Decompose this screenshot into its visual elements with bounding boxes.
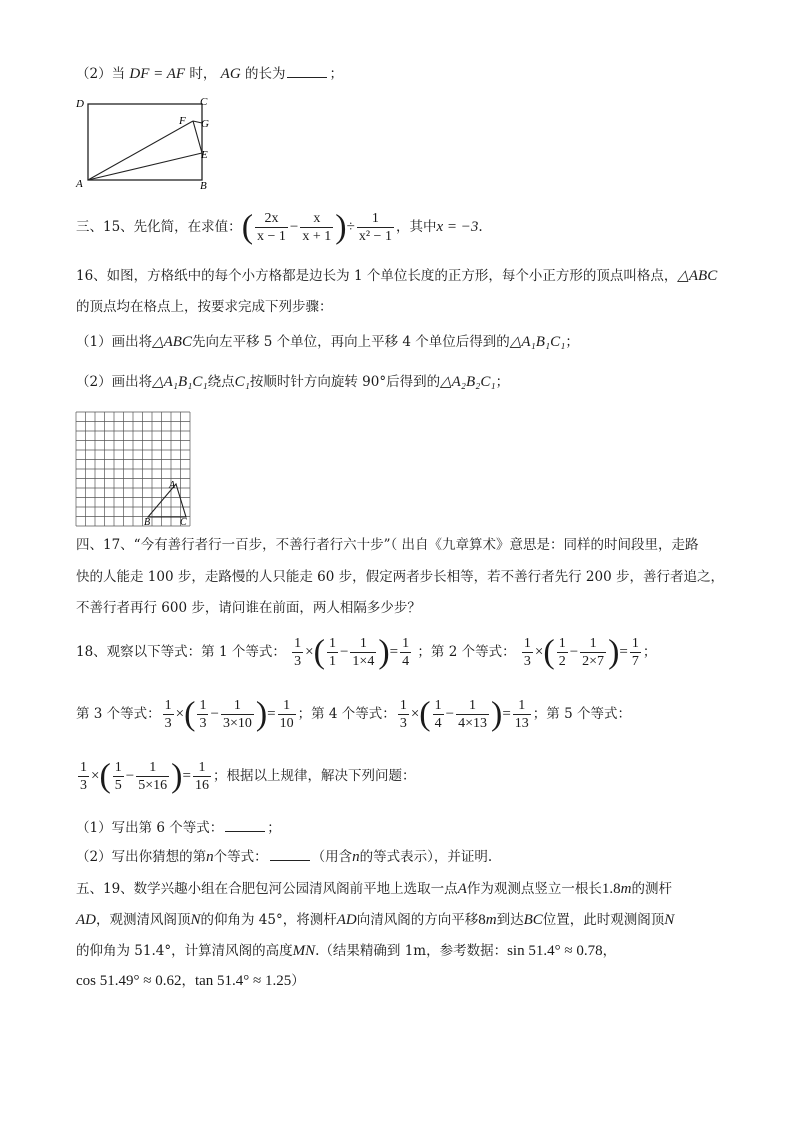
point-label: C₁ [234,374,250,390]
unit: m [485,912,497,928]
denominator: 13 [514,716,529,731]
paren: ) [608,633,620,671]
answer-blank[interactable] [270,847,310,861]
numerator: 1 [294,636,302,651]
unit: m [620,881,632,897]
reference-value: sin 51.4° ≈ 0.78 [507,943,603,959]
variable-n: n [206,849,214,865]
numerator: x [300,210,333,228]
label-c: C [200,96,208,108]
reference-value: cos 51.49° ≈ 0.62 [76,973,182,989]
numerator: 1 [80,760,87,775]
denominator: 16 [194,778,209,793]
numerator: 1 [136,759,169,777]
q19-line3 [76,942,616,960]
paren: ( [313,633,325,671]
paren: ( [543,633,555,671]
fraction [300,210,333,245]
q18-text: （1）写出第 6 个等式： [76,820,224,836]
paren: ( [99,757,111,795]
q18-text: 的等式表示），并证明. [359,849,493,865]
grid-label-c: C [180,517,187,528]
q18-text: 个等式： [213,849,268,865]
numerator: 1 [434,698,442,713]
operator: = [267,706,276,722]
q14-text: 的长为 [244,66,286,82]
paren: ) [378,633,390,671]
paren: ) [335,208,347,246]
fraction [630,635,641,670]
distance-value: 8 [478,912,486,928]
denominator: 10 [279,716,294,731]
paren: ( [241,208,254,246]
triangle-label: △A₁B₁C₁ [152,374,208,390]
q15-text: 三、15、先化简，在求值： [76,219,242,235]
fraction [136,759,169,794]
denominator: 2 [558,654,566,669]
numerator: 1 [456,697,489,715]
numerator: 1 [523,636,531,651]
triangle-label: △ABC [677,268,718,284]
q16-line2 [76,298,333,316]
fraction [197,697,208,732]
denominator: 1 [328,654,336,669]
q18-text: ；第 5 个等式： [532,706,631,722]
denominator: 4 [402,654,410,669]
denominator: 3 [80,778,87,793]
q18-part2 [76,847,492,866]
operator: × [91,768,100,784]
denominator: 3 [164,716,172,731]
q19-text: ，观测清风阁顶 [96,912,191,928]
q19-line4 [76,972,305,990]
q17-line3 [76,599,421,617]
q14-condition: DF = AF [129,66,186,82]
denominator: 4 [434,716,442,731]
q19-text: .（结果精确到 1m，参考数据： [315,943,508,959]
triangle-label: △A₁B₁C₁ [509,334,566,350]
fraction [221,697,254,732]
q18-text: ；第 2 个等式： [417,644,516,660]
length-value: 1.8 [601,881,621,897]
q19-text: ， [602,943,617,959]
q16-text: 按顺时针方向旋转 90°后得到的 [249,374,441,390]
fraction [580,635,606,670]
point-label: N [664,912,675,928]
q15-text: ，其中 [395,219,437,235]
q19-line1 [76,880,672,898]
operator: ÷ [346,219,355,235]
point-label: A [457,881,467,897]
q16-part1 [76,333,579,351]
denominator: 3 [294,654,302,669]
q16-text: ； [565,334,579,350]
numerator: 1 [278,697,296,715]
fraction [255,210,288,245]
triangle-label: △A₂B₂C₁ [440,374,496,390]
numerator: 1 [193,759,211,777]
line-af [88,121,193,180]
operator: × [305,644,314,660]
q19-text: 向清风阁的方向平移 [356,912,479,928]
q16-text: 16、如图，方格纸中的每个小方格都是边长为 1 个单位长度的正方形，每个小正方形的顶点叫格点， [76,268,678,284]
denominator: x − 1 [257,229,286,244]
answer-blank[interactable] [287,64,327,78]
paren: ( [419,695,431,733]
q17-text: 快的人能走 100 步，走路慢的人只能走 60 步，假定两者步长相等，若不善行者先行 200 步，善行者追之， [76,569,724,585]
q18-text: 第 3 个等式： [76,706,161,722]
denominator: x² − 1 [358,229,392,244]
denominator: 2×7 [582,654,605,669]
label-g: G [201,118,209,130]
fraction [193,759,211,794]
fraction [113,759,124,794]
q18-line2 [76,694,631,734]
denominator: 3×10 [222,716,252,731]
q15 [76,208,483,246]
q19-text: 到达 [496,912,524,928]
q19-text: 五、19、数学兴趣小组在合肥包河公园清风阁前平地上选取一点 [76,881,458,897]
q19-line2 [76,911,674,929]
operator: = [182,768,191,784]
q19-text: 作为观测点竖立一根长 [466,881,602,897]
label-e: E [201,149,208,161]
segment-label: AD [336,912,357,928]
paren: ) [255,695,268,733]
label-b: B [200,180,207,192]
denominator: 7 [631,654,639,669]
fraction [327,635,338,670]
fraction [557,635,568,670]
fraction [398,697,409,732]
q19-text: ， [181,973,195,989]
q18-text: ； [267,820,281,836]
q18-text: （2）写出你猜想的第 [76,849,207,865]
fraction [350,635,376,670]
fraction [456,697,489,732]
operator: − [339,644,349,660]
reference-value: tan 51.4° ≈ 1.25 [194,973,292,989]
fraction [163,697,174,732]
fraction [78,759,89,794]
fraction [522,635,533,670]
numerator: 1 [631,636,639,651]
operator: − [445,706,455,722]
q19-text: 的仰角为 51.4°，计算清风阁的高度 [76,943,293,959]
numerator: 1 [199,698,207,713]
operator: − [289,219,299,235]
operator: − [210,706,219,722]
answer-blank[interactable] [225,818,265,832]
q14-text: （2）当 [76,66,126,82]
grid-lines [76,412,190,526]
rectangle-figure [70,94,220,194]
numerator: 1 [402,636,410,651]
q19-text: 的仰角为 45°，将测杆 [200,912,337,928]
q14-text: 时， [189,66,217,82]
q18-part1 [76,818,281,837]
q17-text: 四、17、“今有善行者行一百步，不善行者行六十步”（ 出自《九章算术》意思是：同样的时间段里，走路 [76,537,699,553]
q16-text: 绕点 [207,374,235,390]
label-d: D [76,98,84,110]
numerator: 1 [164,698,172,713]
q17-text: 不善行者再行 600 步，请问谁在前面，两人相隔多少步？ [76,600,421,616]
numerator: 1 [513,697,531,715]
denominator: 3 [199,716,207,731]
q16-line1 [76,267,717,285]
q17-line1 [76,536,699,554]
label-f: F [179,115,186,127]
fraction [357,210,394,245]
operator: × [410,706,420,722]
operator: − [569,644,579,660]
denominator: 4×13 [458,716,487,731]
q18-text: ；第 4 个等式： [297,706,396,722]
operator: = [389,644,399,660]
numerator: 1 [221,697,254,715]
q16-text: （2）画出将 [76,374,153,390]
q14-part2 [76,64,343,83]
numerator: 1 [350,635,376,653]
denominator: 1×4 [352,654,375,669]
paren: ( [184,695,196,733]
grid-figure [70,406,200,528]
fraction [292,635,303,670]
fraction [433,697,444,732]
denominator: 3 [399,716,407,731]
q14-text: ； [329,66,343,82]
denominator: 5 [114,778,122,793]
q18-text: （用含 [311,849,353,865]
operator: = [502,706,511,722]
numerator: 1 [114,760,122,775]
fraction [400,635,411,670]
label-a: A [76,178,83,190]
operator: × [534,644,544,660]
numerator: 1 [328,636,336,651]
denominator: 5×16 [138,778,168,793]
segment-label: MN [292,943,316,959]
numerator: 2x [255,210,288,228]
point-label: N [190,912,201,928]
q15-text: . [478,219,483,235]
operator: × [175,706,185,722]
numerator: 1 [357,210,394,228]
q17-line2 [76,568,724,586]
segment-label: AD [76,912,96,928]
numerator: 1 [558,636,566,651]
denominator: 3 [523,654,531,669]
q14-target: AG [220,66,241,82]
segment-label: BC [523,912,543,928]
q16-part2 [76,373,509,391]
q18-text: ；根据以上规律，解决下列问题： [212,768,416,784]
q15-condition: x = −3 [436,219,479,235]
numerator: 1 [580,635,606,653]
q16-text: 的顶点均在格点上，按要求完成下列步骤： [76,299,333,315]
q19-text: 的测杆 [631,881,672,897]
operator: − [125,768,135,784]
paren: ) [171,757,183,795]
q18-line1 [76,632,656,672]
q18-text: ； [642,644,657,660]
fraction [513,697,531,732]
q16-text: （1）画出将 [76,334,153,350]
denominator: x + 1 [302,229,332,244]
paren: ) [490,695,503,733]
q18-line3 [76,756,415,796]
q19-text: ） [291,973,305,989]
q16-text: 先向左平移 5 个单位，再向上平移 4 个单位后得到的 [191,334,510,350]
fraction [278,697,296,732]
numerator: 1 [399,698,407,713]
q19-text: 位置，此时观测阁顶 [542,912,665,928]
q18-text: 18、观察以下等式：第 1 个等式： [76,644,286,660]
grid-label-a: A [169,480,176,491]
line-ae [88,153,202,180]
q16-text: ； [495,374,510,390]
variable-n: n [352,849,360,865]
triangle-label: △ABC [152,334,192,350]
operator: = [619,644,628,660]
grid-label-b: B [144,517,151,528]
